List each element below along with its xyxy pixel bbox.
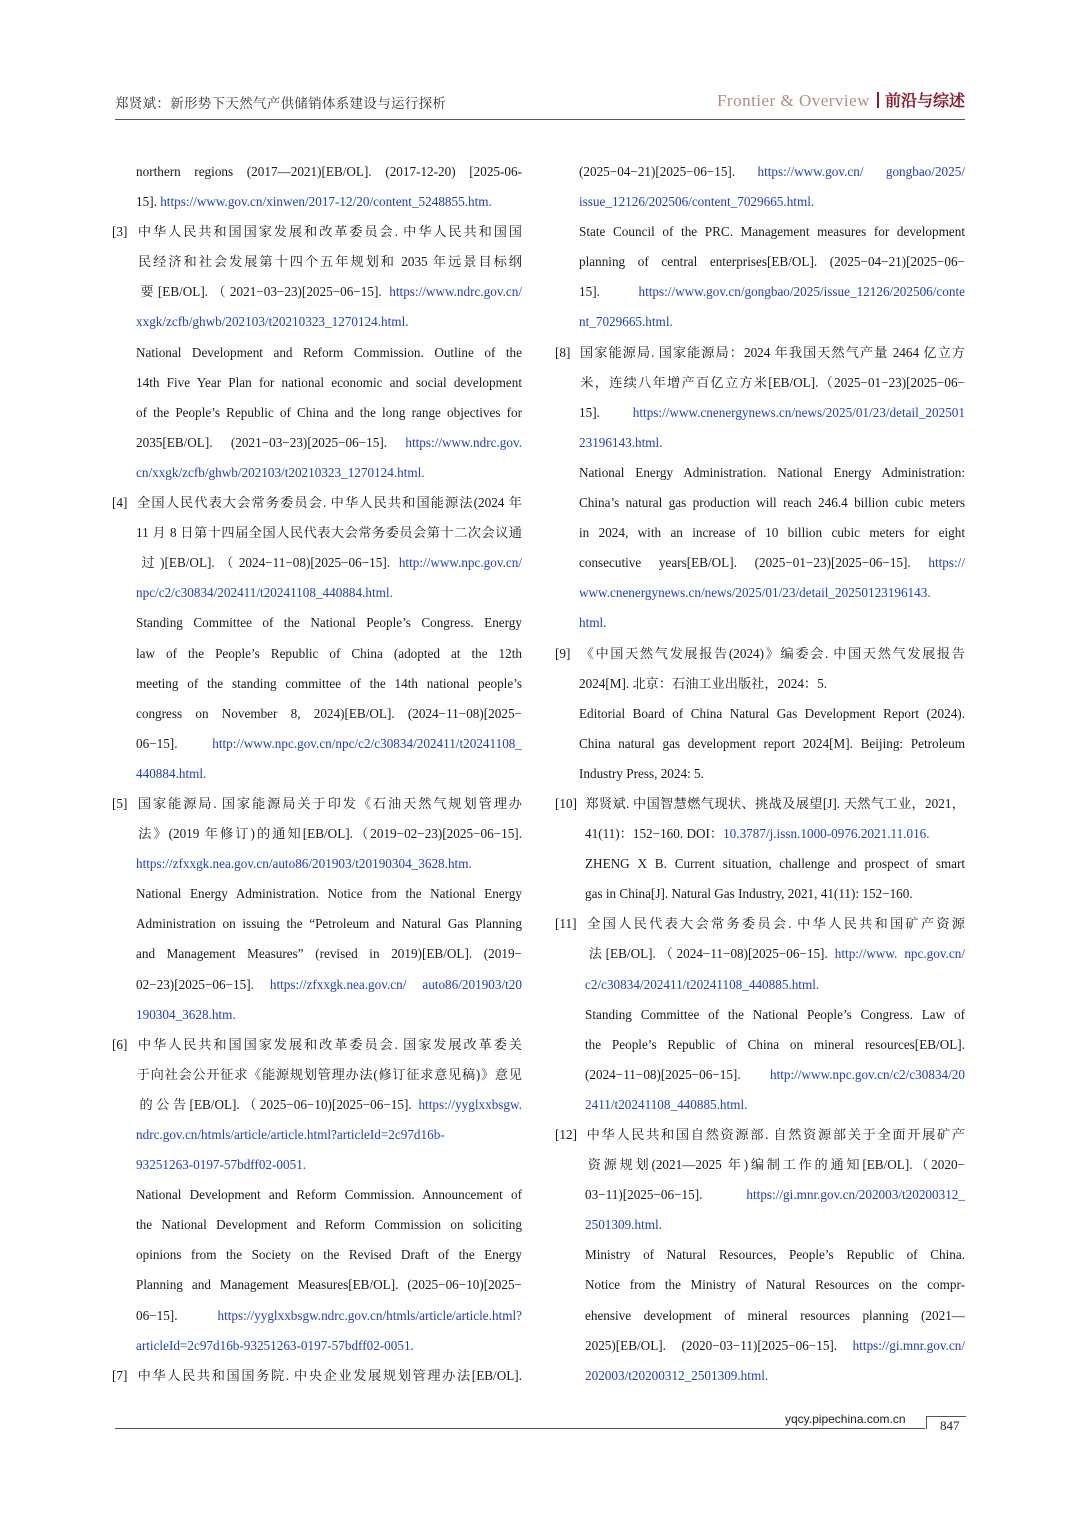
reference-line bbox=[555, 608, 965, 638]
reference-text: 15]. bbox=[579, 284, 639, 300]
reference-text: in 2024, with an increase of 10 billion cubic meters for eight bbox=[579, 525, 965, 541]
reference-number: [5] bbox=[112, 795, 128, 811]
reference-link[interactable]: nt_7029665.html. bbox=[579, 314, 673, 330]
reference-line bbox=[555, 669, 965, 699]
reference-line bbox=[555, 970, 965, 1000]
reference-line bbox=[555, 1150, 965, 1180]
reference-text: 15]. bbox=[136, 194, 161, 210]
reference-line bbox=[555, 458, 965, 488]
reference-line bbox=[555, 849, 965, 879]
reference-text: gas in China[J]. Natural Gas Industry, 2021, 41(11): 152−160. bbox=[585, 886, 913, 902]
reference-line bbox=[555, 217, 965, 247]
footer-url[interactable]: yqcy.pipechina.com.cn bbox=[785, 1412, 906, 1426]
reference-line bbox=[555, 939, 965, 969]
reference-line bbox=[112, 909, 522, 939]
reference-text: Editorial Board of China Natural Gas Development Report (2024). bbox=[579, 705, 965, 721]
reference-line bbox=[112, 1060, 522, 1090]
reference-line bbox=[112, 1270, 522, 1300]
reference-text: 于向社会公开征求《能源规划管理办法(修订征求意见稿)》意见 bbox=[136, 1066, 522, 1082]
reference-line bbox=[112, 488, 522, 518]
reference-line bbox=[112, 879, 522, 909]
reference-line bbox=[112, 277, 522, 307]
reference-text: Planning and Management Measures[EB/OL]. (2025−06−10)[2025− bbox=[136, 1277, 522, 1293]
reference-line bbox=[112, 849, 522, 879]
reference-number: [12] bbox=[555, 1127, 577, 1142]
reference-line bbox=[555, 338, 965, 368]
reference-line bbox=[112, 970, 522, 1000]
reference-text: National Energy Administration. National Energy Administration: bbox=[579, 464, 965, 480]
reference-line bbox=[112, 608, 522, 638]
reference-text: 11 月 8 日第十四届全国人民代表大会常务委员会第十二次会议通 bbox=[136, 525, 522, 541]
reference-line bbox=[555, 277, 965, 307]
reference-line bbox=[112, 338, 522, 368]
reference-number: [8] bbox=[555, 344, 571, 360]
reference-link[interactable]: https://yyglxxbsgw. bbox=[418, 1096, 522, 1112]
reference-link[interactable]: http://www. npc.gov.cn/ bbox=[834, 946, 965, 962]
reference-text: 中华人民共和国国家发展和改革委员会. 国家发展改革委关 bbox=[136, 1036, 522, 1052]
reference-number: [9] bbox=[555, 645, 571, 661]
reference-line bbox=[112, 939, 522, 969]
reference-line bbox=[555, 1120, 965, 1150]
reference-link[interactable]: 2411/t20241108_440885.html. bbox=[585, 1096, 748, 1112]
reference-link[interactable]: c2/c30834/202411/t20241108_440885.html. bbox=[585, 976, 820, 992]
reference-link[interactable]: https://www.gov.cn/ gongbao/2025/ bbox=[757, 164, 965, 179]
reference-text: China’s natural gas production will reach 246.4 billion cubic meters bbox=[579, 495, 965, 511]
reference-link[interactable]: xxgk/zcfb/ghwb/202103/t20210323_1270124.html. bbox=[136, 314, 409, 330]
reference-text: 国家能源局. 国家能源局：2024 年我国天然气产量 2464 亿立方 bbox=[579, 344, 965, 360]
reference-text: 郑贤斌. 中国智慧燃气现状、挑战及展望[J]. 天然气工业，2021， bbox=[585, 795, 965, 811]
reference-link[interactable]: html. bbox=[579, 615, 607, 631]
reference-line bbox=[555, 729, 965, 759]
footer-corner-rule bbox=[926, 1416, 966, 1417]
reference-line bbox=[555, 398, 965, 428]
reference-text: ehensive development of mineral resources planning (2021— bbox=[585, 1307, 965, 1323]
reference-number: [6] bbox=[112, 1036, 128, 1052]
reference-text: 2025)[EB/OL]. (2020−03−11)[2025−06−15]. bbox=[585, 1337, 853, 1353]
reference-link[interactable]: https://yyglxxbsgw.ndrc.gov.cn/htmls/article/article.html? bbox=[217, 1307, 522, 1323]
reference-link[interactable]: https://www.cnenergynews.cn/news/2025/01/23/detail_202501 bbox=[632, 404, 965, 420]
reference-line bbox=[112, 307, 522, 337]
reference-number: [4] bbox=[112, 495, 128, 511]
reference-line bbox=[112, 1180, 522, 1210]
section-label-cn: 前沿与综述 bbox=[884, 91, 965, 110]
reference-text: 41(11)：152−160. DOI： bbox=[585, 826, 724, 842]
reference-text: law of the People’s Republic of China (adopted at the 12th bbox=[136, 645, 522, 661]
reference-text: (2024−11−08)[2025−06−15]. bbox=[585, 1066, 771, 1082]
reference-text: 06−15]. bbox=[136, 735, 213, 751]
reference-text: 要[EB/OL].（2021−03−23)[2025−06−15]. bbox=[136, 284, 390, 300]
reference-text: 14th Five Year Plan for national economic and social development bbox=[136, 374, 522, 390]
reference-line bbox=[555, 1331, 965, 1361]
running-header bbox=[115, 88, 965, 118]
reference-line bbox=[112, 458, 522, 488]
reference-text: planning of central enterprises[EB/OL]. (2025−04−21)[2025−06− bbox=[579, 254, 965, 270]
reference-line bbox=[112, 759, 522, 789]
reference-line bbox=[112, 1000, 522, 1030]
reference-text: and Management Measures” (revised in 2019)[EB/OL]. (2019− bbox=[136, 946, 522, 962]
reference-link[interactable]: https://gi.mnr.gov.cn/202003/t20200312_ bbox=[746, 1187, 965, 1203]
reference-line bbox=[112, 1361, 522, 1391]
reference-line bbox=[555, 879, 965, 909]
reference-link[interactable]: ndrc.gov.cn/htmls/article/article.html?articleId=2c97d16b- bbox=[136, 1127, 445, 1142]
reference-text: 06−15]. bbox=[136, 1307, 218, 1323]
reference-line bbox=[555, 307, 965, 337]
reference-text: 的公告[EB/OL].（2025−06−10)[2025−06−15]. bbox=[136, 1096, 419, 1112]
reference-line bbox=[112, 1090, 522, 1120]
reference-line bbox=[112, 819, 522, 849]
reference-text: (2025−04−21)[2025−06−15]. bbox=[579, 164, 758, 179]
reference-link[interactable]: www.cnenergynews.cn/news/2025/01/23/detail_20250123196143. bbox=[579, 585, 931, 601]
reference-line bbox=[555, 578, 965, 608]
reference-text: the People’s Republic of China on mineral resources[EB/OL]. bbox=[585, 1036, 965, 1052]
reference-text: 2035[EB/OL]. (2021−03−23)[2025−06−15]. bbox=[136, 434, 406, 450]
reference-link[interactable]: issue_12126/202506/content_7029665.html. bbox=[579, 194, 815, 210]
reference-text: Standing Committee of the National People’s Congress. Law of bbox=[585, 1006, 965, 1022]
reference-line bbox=[112, 428, 522, 458]
reference-number: [11] bbox=[555, 916, 577, 932]
reference-line bbox=[555, 909, 965, 939]
reference-text: 中华人民共和国国务院. 中央企业发展规划管理办法[EB/OL]. bbox=[136, 1367, 522, 1383]
reference-line bbox=[555, 789, 965, 819]
footer-rule bbox=[115, 1428, 925, 1429]
reference-line bbox=[112, 1240, 522, 1270]
reference-link[interactable]: https://gi.mnr.gov.cn/ bbox=[852, 1337, 965, 1353]
page-number: 847 bbox=[940, 1418, 960, 1433]
reference-line bbox=[112, 669, 522, 699]
reference-text: 资源规划(2021—2025 年)编制工作的通知[EB/OL].（2020− bbox=[585, 1157, 965, 1173]
reference-link[interactable]: 93251263-0197-57bdff02-0051. bbox=[136, 1157, 307, 1173]
reference-text: Notice from the Ministry of Natural Resources on the compr- bbox=[585, 1277, 965, 1293]
reference-line bbox=[555, 1210, 965, 1240]
reference-line bbox=[112, 247, 522, 277]
reference-line bbox=[555, 187, 965, 217]
reference-link[interactable]: 202003/t20200312_2501309.html. bbox=[585, 1367, 769, 1383]
reference-text: National Development and Reform Commission. Outline of the bbox=[136, 344, 522, 360]
reference-line bbox=[555, 699, 965, 729]
reference-line bbox=[112, 699, 522, 729]
reference-text: meeting of the standing committee of the 14th national people’s bbox=[136, 675, 522, 691]
reference-line bbox=[555, 1301, 965, 1331]
reference-link[interactable]: 2501309.html. bbox=[585, 1217, 662, 1233]
reference-line bbox=[112, 548, 522, 578]
reference-link[interactable]: http://www.npc.gov.cn/ bbox=[398, 555, 522, 571]
reference-text: 03−11)[2025−06−15]. bbox=[585, 1187, 747, 1203]
reference-line bbox=[555, 1030, 965, 1060]
reference-text: 15]. bbox=[579, 404, 633, 420]
reference-text: congress on November 8, 2024)[EB/OL]. (2024−11−08)[2025− bbox=[136, 705, 522, 721]
reference-line bbox=[555, 1180, 965, 1210]
reference-link[interactable]: 440884.html. bbox=[136, 765, 207, 781]
reference-text: 过)[EB/OL].（2024−11−08)[2025−06−15]. bbox=[136, 555, 399, 571]
reference-line bbox=[112, 1150, 522, 1180]
section-label-en: Frontier & Overview bbox=[716, 91, 870, 110]
reference-link[interactable]: articleId=2c97d16b-93251263-0197-57bdff02-0051. bbox=[136, 1337, 414, 1353]
reference-text: 中华人民共和国自然资源部. 自然资源部关于全面开展矿产 bbox=[585, 1127, 965, 1142]
reference-line bbox=[112, 1030, 522, 1060]
reference-line bbox=[555, 157, 965, 187]
reference-link[interactable]: 190304_3628.htm. bbox=[136, 1006, 236, 1022]
reference-line bbox=[112, 639, 522, 669]
reference-link[interactable]: https://www.ndrc.gov. bbox=[405, 434, 522, 450]
reference-link[interactable]: cn/xxgk/zcfb/ghwb/202103/t20210323_1270124.html. bbox=[136, 464, 425, 480]
reference-text: China natural gas development report 2024[M]. Beijing: Petroleum bbox=[579, 735, 965, 751]
section-label bbox=[717, 88, 965, 111]
reference-line bbox=[555, 428, 965, 458]
reference-line bbox=[112, 1210, 522, 1240]
reference-line bbox=[555, 1240, 965, 1270]
reference-line bbox=[112, 789, 522, 819]
reference-link[interactable]: https://www.gov.cn/gongbao/2025/issue_12126/202506/conte bbox=[638, 284, 965, 300]
reference-text: 《中国天然气发展报告(2024)》编委会. 中国天然气发展报告 bbox=[579, 645, 965, 661]
reference-link[interactable]: https://zfxxgk.nea.gov.cn/ auto86/201903/t20 bbox=[269, 976, 522, 992]
reference-link[interactable]: https:// bbox=[928, 555, 965, 571]
reference-number: [7] bbox=[112, 1367, 128, 1383]
reference-line bbox=[112, 157, 522, 187]
reference-text: consecutive years[EB/OL]. (2025−01−23)[2025−06−15]. bbox=[579, 555, 929, 571]
reference-text: northern regions (2017—2021)[EB/OL]. (2017-12-20) [2025-06- bbox=[136, 164, 522, 179]
reference-text: ZHENG X B. Current situation, challenge and prospect of smart bbox=[585, 856, 965, 872]
reference-link[interactable]: https://zfxxgk.nea.gov.cn/auto86/201903/t20190304_3628.htm. bbox=[136, 856, 472, 872]
reference-text: National Energy Administration. Notice from the National Energy bbox=[136, 886, 522, 902]
footer-corner-tick bbox=[926, 1416, 927, 1429]
reference-line bbox=[555, 518, 965, 548]
reference-text: 法[EB/OL].（2024−11−08)[2025−06−15]. bbox=[585, 946, 835, 962]
reference-line bbox=[555, 1060, 965, 1090]
reference-line bbox=[555, 759, 965, 789]
reference-link[interactable]: 23196143.html. bbox=[579, 434, 663, 450]
reference-column-left bbox=[112, 157, 522, 1391]
reference-text: the National Development and Reform Commission on soliciting bbox=[136, 1217, 522, 1233]
reference-text: 全国人民代表大会常务委员会. 中华人民共和国能源法(2024 年 bbox=[136, 495, 522, 511]
reference-link[interactable]: https://www.ndrc.gov.cn/ bbox=[389, 284, 522, 300]
reference-text: 02−23)[2025−06−15]. bbox=[136, 976, 270, 992]
reference-text: Administration on issuing the “Petroleum and Natural Gas Planning bbox=[136, 916, 522, 932]
reference-text: 民经济和社会发展第十四个五年规划和 2035 年远景目标纲 bbox=[136, 254, 522, 270]
reference-link[interactable]: 10.3787/j.issn.1000-0976.2021.11.016. bbox=[723, 826, 930, 842]
reference-text: Industry Press, 2024: 5. bbox=[579, 765, 704, 781]
reference-text: Ministry of Natural Resources, People’s Republic of China. bbox=[585, 1247, 965, 1263]
reference-link[interactable]: http://www.npc.gov.cn/c2/c30834/20 bbox=[770, 1066, 965, 1082]
reference-line bbox=[112, 217, 522, 247]
reference-text: of the People’s Republic of China and the long range objectives for bbox=[136, 404, 522, 420]
reference-line bbox=[555, 1270, 965, 1300]
reference-line bbox=[555, 368, 965, 398]
section-divider bbox=[877, 92, 879, 108]
reference-line bbox=[555, 1000, 965, 1030]
reference-text: Standing Committee of the National People’s Congress. Energy bbox=[136, 615, 522, 631]
reference-line bbox=[555, 548, 965, 578]
reference-text: 国家能源局. 国家能源局关于印发《石油天然气规划管理办 bbox=[136, 795, 522, 811]
header-rule bbox=[115, 119, 965, 120]
reference-text: National Development and Reform Commission. Announcement of bbox=[136, 1187, 522, 1203]
reference-line bbox=[555, 819, 965, 849]
reference-line bbox=[112, 578, 522, 608]
reference-line bbox=[112, 368, 522, 398]
reference-line bbox=[555, 1361, 965, 1391]
running-title: 郑贤斌：新形势下天然气产供储销体系建设与运行探析 bbox=[115, 96, 447, 111]
reference-line bbox=[555, 639, 965, 669]
reference-link[interactable]: https://www.gov.cn/xinwen/2017-12/20/content_5248855.htm. bbox=[160, 194, 492, 210]
reference-column-right bbox=[555, 157, 965, 1391]
reference-line bbox=[112, 1120, 522, 1150]
reference-text: opinions from the Society on the Revised Draft of the Energy bbox=[136, 1247, 522, 1263]
reference-number: [10] bbox=[555, 795, 577, 811]
reference-line bbox=[112, 1301, 522, 1331]
reference-text: 2024[M]. 北京：石油工业出版社，2024：5. bbox=[579, 675, 827, 691]
reference-text: 中华人民共和国国家发展和改革委员会. 中华人民共和国国 bbox=[136, 224, 522, 240]
reference-line bbox=[555, 1090, 965, 1120]
reference-line bbox=[112, 729, 522, 759]
reference-line bbox=[112, 187, 522, 217]
reference-text: 全国人民代表大会常务委员会. 中华人民共和国矿产资源 bbox=[585, 916, 965, 932]
reference-text: 法》(2019 年修订)的通知[EB/OL].（2019−02−23)[2025−06−15]. bbox=[136, 826, 522, 842]
reference-line bbox=[555, 247, 965, 277]
reference-link[interactable]: npc/c2/c30834/202411/t20241108_440884.html. bbox=[136, 585, 393, 601]
reference-text: 米，连续八年增产百亿立方米[EB/OL].（2025−01−23)[2025−06− bbox=[579, 374, 965, 390]
reference-line bbox=[112, 398, 522, 428]
reference-number: [3] bbox=[112, 224, 128, 240]
reference-line bbox=[112, 518, 522, 548]
reference-line bbox=[112, 1331, 522, 1361]
reference-line bbox=[555, 488, 965, 518]
reference-link[interactable]: http://www.npc.gov.cn/npc/c2/c30834/202411/t20241108_ bbox=[212, 735, 522, 751]
reference-text: State Council of the PRC. Management measures for development bbox=[579, 224, 965, 240]
